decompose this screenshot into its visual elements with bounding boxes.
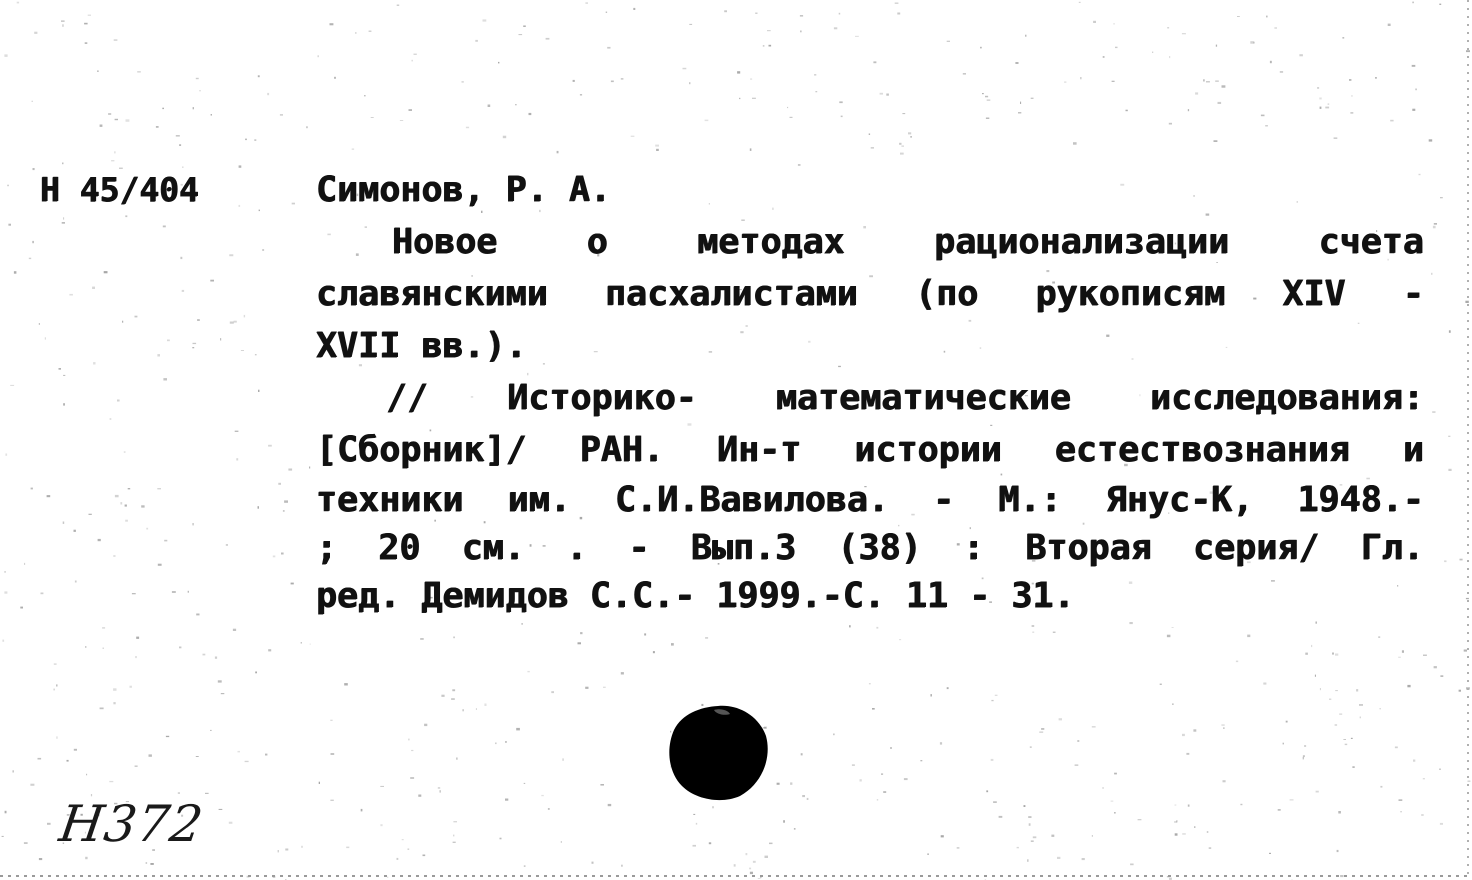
entry-line-8: ред. Демидов С.С.- 1999.-С. 11 - 31. — [316, 576, 1075, 616]
word: см. — [461, 528, 525, 568]
word: - — [628, 528, 650, 568]
author-heading: Симонов, Р. А. — [316, 170, 612, 210]
word: Вторая — [1025, 528, 1152, 568]
word: 1948.- — [1297, 480, 1424, 520]
word: математические — [775, 378, 1071, 418]
punch-hole-icon — [666, 702, 770, 802]
word: серия/ — [1193, 528, 1320, 568]
entry-line-7 — [316, 524, 1424, 572]
word: ; — [316, 528, 338, 568]
word: С.И.Вавилова. — [615, 480, 890, 520]
word: рационализации — [934, 222, 1230, 262]
word: Вып.3 — [690, 528, 797, 568]
word: счета — [1318, 222, 1424, 262]
word: и — [1402, 430, 1424, 470]
entry-line-6 — [316, 476, 1424, 524]
word: (38) — [837, 528, 922, 568]
word: [Сборник]/ — [316, 430, 527, 470]
word: 20 — [378, 528, 421, 568]
word: истории — [854, 430, 1002, 470]
entry-line-1 — [392, 218, 1424, 266]
word: Новое — [392, 222, 498, 262]
word: Янус-К, — [1105, 480, 1254, 520]
word: техники — [316, 480, 464, 520]
word: Гл. — [1360, 528, 1424, 568]
handwritten-note: Н372 — [55, 795, 208, 853]
word: М.: — [998, 480, 1062, 520]
word: РАН. — [579, 430, 665, 470]
word: пасхалистами — [605, 274, 858, 314]
shelfmark: Н 45/404 — [40, 170, 199, 209]
word: // — [386, 378, 429, 418]
word: : — [963, 528, 985, 568]
word: Ин-т — [717, 430, 802, 470]
word: XIV — [1282, 274, 1346, 314]
entry-line-3: XVII вв.). — [316, 326, 527, 366]
word: Историко- — [507, 378, 697, 418]
word: - — [933, 480, 955, 520]
word: - — [1402, 274, 1424, 314]
word: естествознания — [1054, 430, 1350, 470]
word: . — [566, 528, 588, 568]
word: им. — [507, 480, 571, 520]
word: рукописям — [1035, 274, 1226, 314]
word: (по — [915, 274, 979, 314]
word: методах — [697, 222, 845, 262]
word: исследования: — [1150, 378, 1424, 418]
word: о — [586, 222, 608, 262]
entry-line-2 — [316, 270, 1424, 318]
word: славянскими — [316, 274, 548, 314]
entry-line-4 — [386, 374, 1424, 422]
entry-line-5 — [316, 426, 1424, 474]
